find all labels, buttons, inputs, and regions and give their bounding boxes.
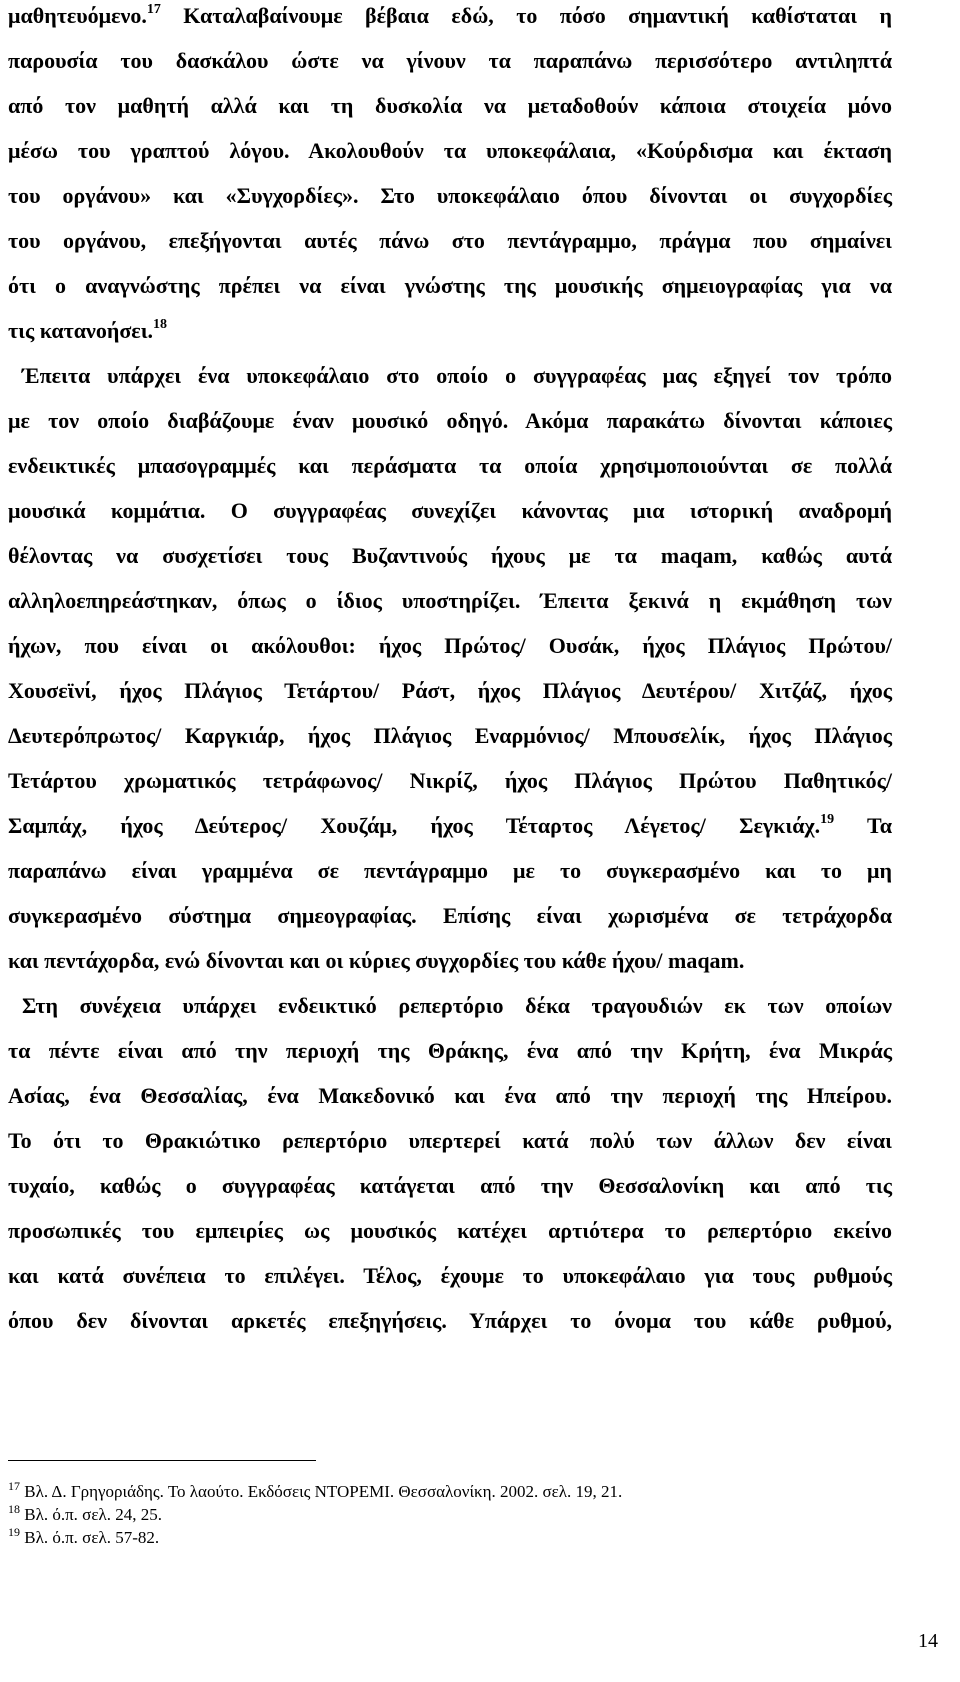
text-line-7: ότι ο αναγνώστης πρέπει να είναι γνώστης της μουσικής σημειογραφίας για να — [8, 273, 892, 298]
text-line-26: Το ότι το Θρακιώτικο ρεπερτόριο υπερτερεί κατά πολύ των άλλων δεν είναι — [8, 1128, 892, 1153]
text-line-25: Ασίας, ένα Θεσσαλίας, ένα Μακεδονικό και ένα από την περιοχή της Ηπείρου. — [8, 1083, 892, 1108]
text-line-18: Τετάρτου χρωματικός τετράφωνος/ Νικρίζ, ήχος Πλάγιος Πρώτου Παθητικός/ — [8, 768, 892, 793]
text-line-8: τις κατανοήσει.$^{18}$ — [8, 317, 168, 343]
text-line-9: Έπειτα υπάρχει ένα υποκεφάλαιο στο οποίο ο συγγραφέας μας εξηγεί τον τρόπο — [22, 363, 892, 388]
text-line-21: συγκερασμένο σύστημα σημεογραφίας. Επίσης είναι χωρισμένα σε τετράχορδα — [8, 903, 892, 928]
footnote-19: $^{19}$ Βλ. ό.π. σελ. 57-82. — [8, 1525, 160, 1547]
text-line-17: Δευτερόπρωτος/ Καργκιάρ, ήχος Πλάγιος Εναρμόνιος/ Μπουσελίκ, ήχος Πλάγιος — [8, 723, 892, 748]
text-line-12: μουσικά κομμάτια. Ο συγγραφέας συνεχίζει κάνοντας μια ιστορική αναδρομή — [8, 498, 892, 523]
text-line-22: και πεντάχορδα, ενώ δίνονται και οι κύριες συγχορδίες του κάθε ήχου/ maqam. — [8, 948, 745, 973]
text-line-15: ήχων, που είναι οι ακόλουθοι: ήχος Πρώτος/ Ουσάκ, ήχος Πλάγιος Πρώτου/ — [8, 633, 892, 658]
text-line-10: με τον οποίο διαβάζουμε έναν μουσικό οδηγό. Ακόμα παρακάτω δίνονται κάποιες — [8, 408, 892, 433]
footnote-17: $^{17}$ Βλ. Δ. Γρηγοριάδης. Το λαούτο. Εκδόσεις ΝΤΟΡΕΜΙ. Θεσσαλονίκη. 2002. σελ. 19, 21. — [8, 1479, 623, 1501]
text-line-5: του οργάνου» και «Συγχορδίες». Στο υποκεφάλαιο όπου δίνονται οι συγχορδίες — [8, 183, 892, 208]
text-line-16: Χουσεϊνί, ήχος Πλάγιος Τετάρτου/ Ράστ, ήχος Πλάγιος Δευτέρου/ Χιτζάζ, ήχος — [8, 678, 892, 703]
footnote-18: $^{18}$ Βλ. ό.π. σελ. 24, 25. — [8, 1502, 162, 1524]
text-line-30: όπου δεν δίνονται αρκετές επεξηγήσεις. Υπάρχει το όνομα του κάθε ρυθμού, — [8, 1308, 892, 1333]
footnote-ref-19: 19 — [820, 812, 835, 827]
text-line-4: μέσω του γραπτού λόγου. Ακολουθούν τα υποκεφάλαια, «Κούρδισμα και έκταση — [8, 138, 892, 163]
text-line-29: και κατά συνέπεια το επιλέγει. Τέλος, έχουμε το υποκεφάλαιο για τους ρυθμούς — [8, 1263, 892, 1288]
text-line-27: τυχαίο, καθώς ο συγγραφέας κατάγεται από την Θεσσαλονίκη και από τις — [8, 1173, 892, 1198]
text-line-1: μαθητευόμενο.$^{17}$ Καταλαβαίνουμε βέβαια εδώ, το πόσο σημαντική καθίσταται η — [8, 2, 892, 28]
page-number: 14 — [918, 1630, 938, 1652]
text-line-24: τα πέντε είναι από την περιοχή της Θράκης, ένα από την Κρήτη, ένα Μικράς — [8, 1038, 892, 1063]
footnote-separator — [8, 1460, 316, 1461]
text-line-23: Στη συνέχεια υπάρχει ενδεικτικό ρεπερτόριο δέκα τραγουδιών εκ των οποίων — [22, 993, 892, 1018]
text-line-14: αλληλοεπηρεάστηκαν, όπως ο ίδιος υποστηρίζει. Έπειτα ξεκινά η εκμάθηση των — [8, 588, 892, 613]
footnote-ref-17: 17 — [146, 2, 161, 17]
text-line-20: παραπάνω είναι γραμμένα σε πεντάγραμμο με το συγκερασμένο και το μη — [8, 858, 892, 883]
text-line-6: του οργάνου, επεξήγονται αυτές πάνω στο πεντάγραμμο, πράγμα που σημαίνει — [8, 228, 892, 253]
text-line-2: παρουσία του δασκάλου ώστε να γίνουν τα παραπάνω περισσότερο αντιληπτά — [8, 48, 892, 73]
text-line-28: προσωπικές του εμπειρίες ως μουσικός κατέχει αρτιότερα το ρεπερτόριο εκείνο — [8, 1218, 892, 1243]
text-line-11: ενδεικτικές μπασογραμμές και περάσματα τα οποία χρησιμοποιούνται σε πολλά — [8, 453, 892, 478]
text-line-19: Σαμπάχ, ήχος Δεύτερος/ Χουζάμ, ήχος Τέταρτος Λέγετος/ Σεγκιάχ.$^{19}$ Τα — [8, 812, 892, 838]
footnote-ref-18: 18 — [153, 317, 168, 332]
text-line-3: από τον μαθητή αλλά και τη δυσκολία να μεταδοθούν κάποια στοιχεία μόνο — [8, 93, 892, 118]
text-line-13: θέλοντας να συσχετίσει τους Βυζαντινούς ήχους με τα maqam, καθώς αυτά — [8, 543, 892, 568]
